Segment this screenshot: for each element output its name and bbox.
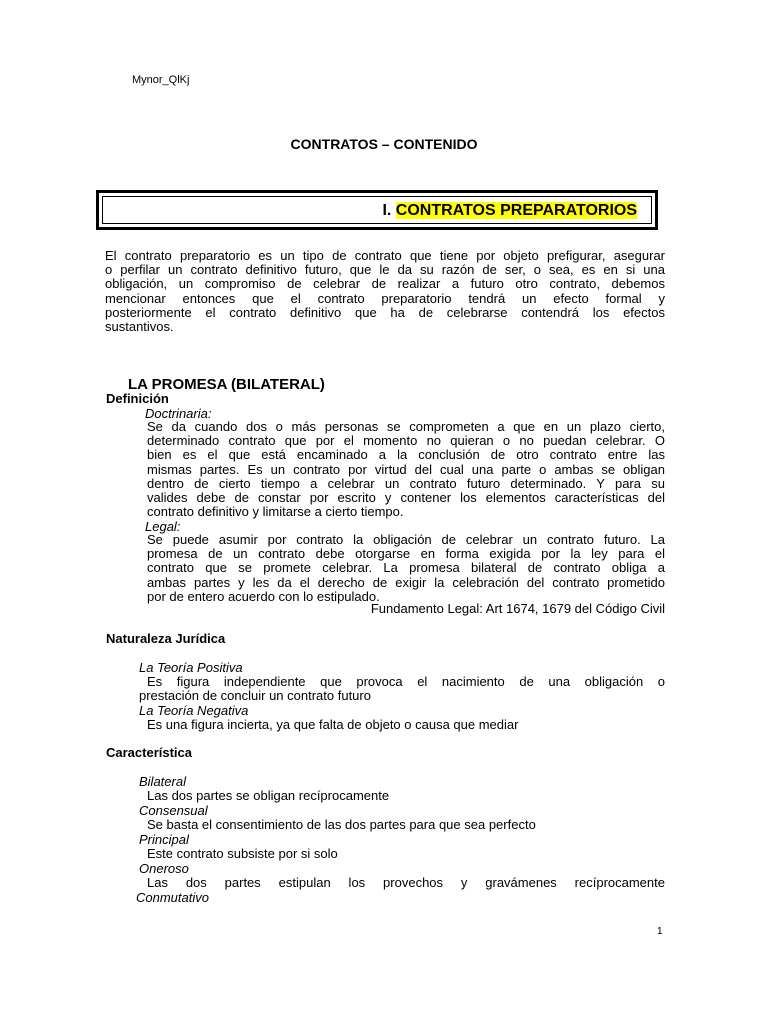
intro-line: sustantivos. xyxy=(105,319,174,335)
author-header: Mynor_QlKj xyxy=(132,74,190,86)
page-number: 1 xyxy=(657,926,663,937)
positiva-line: prestación de concluir un contrato futuro xyxy=(139,688,371,704)
section-title-highlighted: CONTRATOS PREPARATORIOS xyxy=(395,202,637,219)
intro-line: El contrato preparatorio es un tipo de contrato que tiene por objeto prefigurar, asegurar xyxy=(105,248,665,263)
caracteristica-text: Se basta el consentimiento de las dos partes para que sea perfecto xyxy=(147,817,536,832)
legal-line: por de entero acuerdo con lo estipulado. xyxy=(147,588,380,604)
doctrinaria-line: Se da cuando dos o más personas se comprometen a que en un plazo cierto, xyxy=(147,419,665,434)
positiva-line: Es figura independiente que provoca el nacimiento de una obligación o xyxy=(147,674,665,689)
teoria-negativa-text: Es una figura incierta, ya que falta de objeto o causa que mediar xyxy=(147,717,519,732)
caracteristica-label: Oneroso xyxy=(139,861,189,876)
intro-line: obligación, un compromiso de celebrar de realizar a futuro otro contrato, debemos xyxy=(105,276,665,292)
intro-line: mencionar entonces que el contrato preparatorio tendrá un efecto formal y xyxy=(105,290,665,306)
conmutativo-label: Conmutativo xyxy=(136,890,209,905)
doctrinaria-line: contrato definitivo y limitarse a cierto tiempo. xyxy=(147,504,404,520)
doctrinaria-label: Doctrinaria: xyxy=(145,406,212,421)
legal-line: promesa de un contrato debe otorgarse en forma exigida por la ley para el xyxy=(147,546,665,562)
teoria-positiva-paragraph xyxy=(139,674,665,704)
legal-line: ambas partes y les da el derecho de exigir la celebración del contrato prometido xyxy=(147,574,665,590)
caracteristica-heading: Característica xyxy=(106,745,192,760)
legal-label: Legal: xyxy=(145,519,181,534)
section-number: I. xyxy=(382,202,392,219)
promesa-heading: LA PROMESA (BILATERAL) xyxy=(128,376,325,393)
legal-line: contrato que se promete celebrar. La promesa bilateral de contrato obliga a xyxy=(147,560,665,576)
caracteristica-text: Las dos partes estipulan los provechos y gravámenes recíprocamente xyxy=(147,875,665,890)
caracteristica-label: Consensual xyxy=(139,803,208,818)
doctrinaria-paragraph xyxy=(147,420,665,519)
fundamento-legal: Fundamento Legal: Art 1674, 1679 del Código Civil xyxy=(370,601,665,616)
section-heading xyxy=(382,202,637,220)
section-title-box xyxy=(96,190,658,230)
section-title-inner-frame xyxy=(102,196,652,224)
doctrinaria-line: valides debe de constar por escrito y contener los elementos características del xyxy=(147,490,665,506)
teoria-positiva-label: La Teoría Positiva xyxy=(139,660,243,675)
doctrinaria-line: mismas partes. Es un contrato por virtud del cual una parte o ambas se obligan xyxy=(147,461,665,477)
caracteristica-label: Principal xyxy=(139,832,189,847)
document-title: CONTRATOS – CONTENIDO xyxy=(290,136,478,152)
caracteristica-text: Las dos partes se obligan recíprocamente xyxy=(147,788,390,803)
teoria-negativa-label: La Teoría Negativa xyxy=(139,703,249,718)
legal-line: Se puede asumir por contrato la obligación de celebrar un contrato futuro. La xyxy=(147,532,665,547)
doctrinaria-line: bien es el que está encaminado a la conclusión de otro contrato entre las xyxy=(147,447,665,463)
caracteristica-label: Bilateral xyxy=(139,774,186,789)
definicion-label: Definición xyxy=(106,391,169,406)
doctrinaria-line: dentro de cierto tiempo a celebrar un contrato futuro determinado. Y para su xyxy=(147,475,665,491)
caracteristica-text: Este contrato subsiste por si solo xyxy=(147,846,338,861)
intro-paragraph xyxy=(105,249,665,334)
naturaleza-heading: Naturaleza Jurídica xyxy=(106,631,226,646)
intro-line: o perfilar un contrato definitivo futuro, que le da su razón de ser, o sea, es en si una xyxy=(105,262,665,278)
legal-paragraph xyxy=(147,533,665,604)
doctrinaria-line: determinado contrato que por el momento no quieran o no puedan celebrar. O xyxy=(147,433,665,449)
intro-line: posteriormente el contrato definitivo que ha de celebrarse contendrá los efectos xyxy=(105,304,665,320)
